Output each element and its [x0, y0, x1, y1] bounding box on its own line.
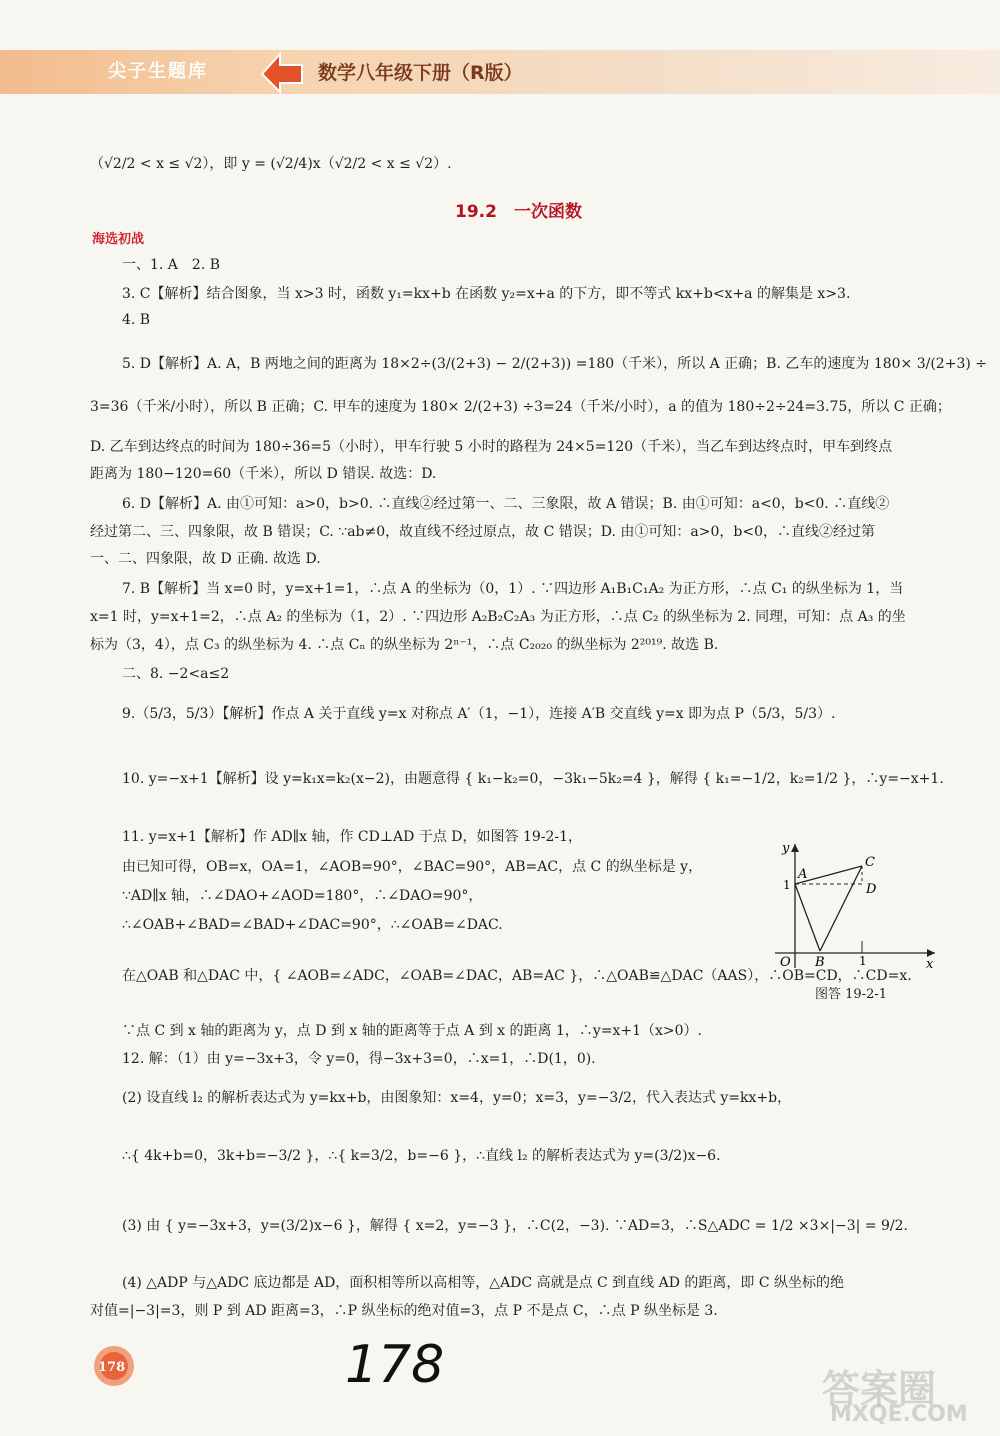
brand-name: 尖子生题库 [108, 61, 208, 82]
figure-19-2-1 [770, 838, 945, 973]
label-1-x: 1 [859, 954, 867, 968]
text-line: 一、1. A 2. B [122, 257, 221, 273]
text-line: ∴{ 4k+b=0，3k+b=−3/2 }，∴{ k=3/2，b=−6 }，∴直线 l₂ 的解析表达式为 y=(3/2)x−6. [122, 1148, 721, 1164]
label-B: B [815, 955, 825, 970]
text-line: 3. C【解析】结合图象，当 x>3 时，函数 y₁=kx+b 在函数 y₂=x+a 的下方，即不等式 kx+b<x+a 的解集是 x>3. [122, 286, 851, 302]
text-line: 二、8. −2<a≤2 [122, 666, 230, 682]
text-line: (4) △ADP 与△ADC 底边都是 AD，面积相等所以高相等，△ADC 高就是点 C 到直线 AD 的距离，即 C 纵坐标的绝 [122, 1275, 845, 1291]
text-line: (3) 由 { y=−3x+3，y=(3/2)x−6 }，解得 { x=2，y=−3 }，∴C(2，−3). ∵AD=3，∴S△ADC = 1/2 ×3×|−3| = 9/2. [122, 1218, 908, 1234]
text-line: 在△OAB 和△DAC 中，{ ∠AOB=∠ADC，∠OAB=∠DAC，AB=AC }，∴△OAB≌△DAC（AAS），∴OB=CD，∴CD=x. [122, 968, 912, 984]
label-x: x [926, 957, 934, 972]
text-line: 12. 解：（1）由 y=−3x+3，令 y=0，得−3x+3=0，∴x=1，∴D(1，0). [122, 1051, 596, 1067]
header-band [0, 50, 1000, 94]
book-title: 数学八年级下册（R版） [318, 62, 523, 84]
text-line: 10. y=−x+1【解析】设 y=k₁x=k₂(x−2)，由题意得 { k₁−k₂=0，−3k₁−5k₂=4 }，解得 { k₁=−1/2，k₂=1/2 }，∴y=−x+1. [122, 771, 944, 787]
text-line: 经过第二、三、四象限，故 B 错误；C. ∵ab≠0，故直线不经过原点，故 C 错误；D. 由①可知：a>0，b<0，∴直线②经过第 [90, 524, 875, 540]
watermark-logo: 答案圈 [822, 1367, 937, 1411]
text-line: ∵AD∥x 轴，∴∠DAO+∠AOD=180°，∴∠DAO=90°， [122, 888, 483, 904]
label-C: C [865, 855, 875, 870]
text-line: 对值=|−3|=3，则 P 到 AD 距离=3，∴P 纵坐标的绝对值=3，点 P 不是点 C，∴点 P 纵坐标是 3. [90, 1303, 718, 1319]
text-line: 由已知可得，OB=x，OA=1，∠AOB=90°，∠BAC=90°，AB=AC，点 C 的纵坐标是 y， [122, 859, 703, 875]
text-line: D. 乙车到达终点的时间为 180÷36=5（小时），甲车行驶 5 小时的路程为 24×5=120（千米），当乙车到达终点时，甲车到终点 [90, 439, 893, 455]
text-line: 6. D【解析】A. 由①可知：a>0，b>0. ∴直线②经过第一、二、三象限，故 A 错误；B. 由①可知：a<0，b<0. ∴直线② [122, 496, 890, 512]
section-tag: 海选初战 [92, 232, 145, 247]
text-line: 4. B [122, 312, 151, 328]
label-1-y: 1 [783, 878, 791, 892]
label-A: A [798, 867, 808, 882]
text-line: x=1 时，y=x+1=2，∴点 A₂ 的坐标为（1，2）. ∵四边形 A₂B₂C₂A₃ 为正方形，∴点 C₂ 的纵坐标为 2. 同理，可知：点 A₃ 的坐 [90, 609, 906, 625]
text-line: 7. B【解析】当 x=0 时，y=x+1=1，∴点 A 的坐标为（0，1）. ∵四边形 A₁B₁C₁A₂ 为正方形，∴点 C₁ 的纵坐标为 1，当 [122, 581, 904, 597]
page-number: 178 [98, 1360, 126, 1375]
text-line: 距离为 180−120=60（千米），所以 D 错误. 故选：D. [90, 466, 437, 482]
label-y: y [782, 841, 790, 856]
text-line: 5. D【解析】A. A，B 两地之间的距离为 18×2÷(3/(2+3) − 2/(2+3)) =180（千米），所以 A 正确；B. 乙车的速度为 180× 3/(2+3) ÷ [122, 356, 987, 372]
figure-caption: 图答 19-2-1 [815, 987, 888, 1002]
text-line: 11. y=x+1【解析】作 AD∥x 轴，作 CD⊥AD 于点 D，如图答 19-2-1， [122, 829, 583, 845]
arrow-icon [258, 52, 306, 94]
text-line: (2) 设直线 l₂ 的解析表达式为 y=kx+b，由图象知：x=4，y=0；x=3，y=−3/2，代入表达式 y=kx+b， [122, 1090, 792, 1106]
watermark-url: MXQE.COM [830, 1402, 968, 1427]
text-line: ∴∠OAB+∠BAD=∠BAD+∠DAC=90°，∴∠OAB=∠DAC. [122, 917, 503, 933]
label-D: D [866, 882, 877, 897]
handwritten-page-number: 178 [345, 1335, 445, 1395]
page-number-badge [84, 1338, 154, 1394]
text-line: 标为（3，4），点 C₃ 的纵坐标为 4. ∴点 Cₙ 的纵坐标为 2ⁿ⁻¹，∴点 C₂₀₂₀ 的纵坐标为 2²⁰¹⁹. 故选 B. [90, 637, 719, 653]
text-line: 一、二、四象限，故 D 正确. 故选 D. [90, 551, 321, 567]
label-O: O [780, 955, 791, 970]
text-line: 9.（5/3，5/3）【解析】作点 A 关于直线 y=x 对称点 A′（1，−1），连接 A′B 交直线 y=x 即为点 P（5/3，5/3）. [122, 706, 836, 722]
text-line: 3=36（千米/小时），所以 B 正确；C. 甲车的速度为 180× 2/(2+3) ÷3=24（千米/小时），a 的值为 180÷2÷24=3.75，所以 C 正确； [90, 399, 951, 415]
text-line: （√2/2 < x ≤ √2），即 y = (√2/4)x（√2/2 < x ≤ √2）. [90, 156, 452, 172]
section-title: 19.2 一次函数 [455, 202, 582, 222]
text-line: ∵点 C 到 x 轴的距离为 y，点 D 到 x 轴的距离等于点 A 到 x 的距离 1，∴y=x+1（x>0）. [122, 1023, 703, 1039]
